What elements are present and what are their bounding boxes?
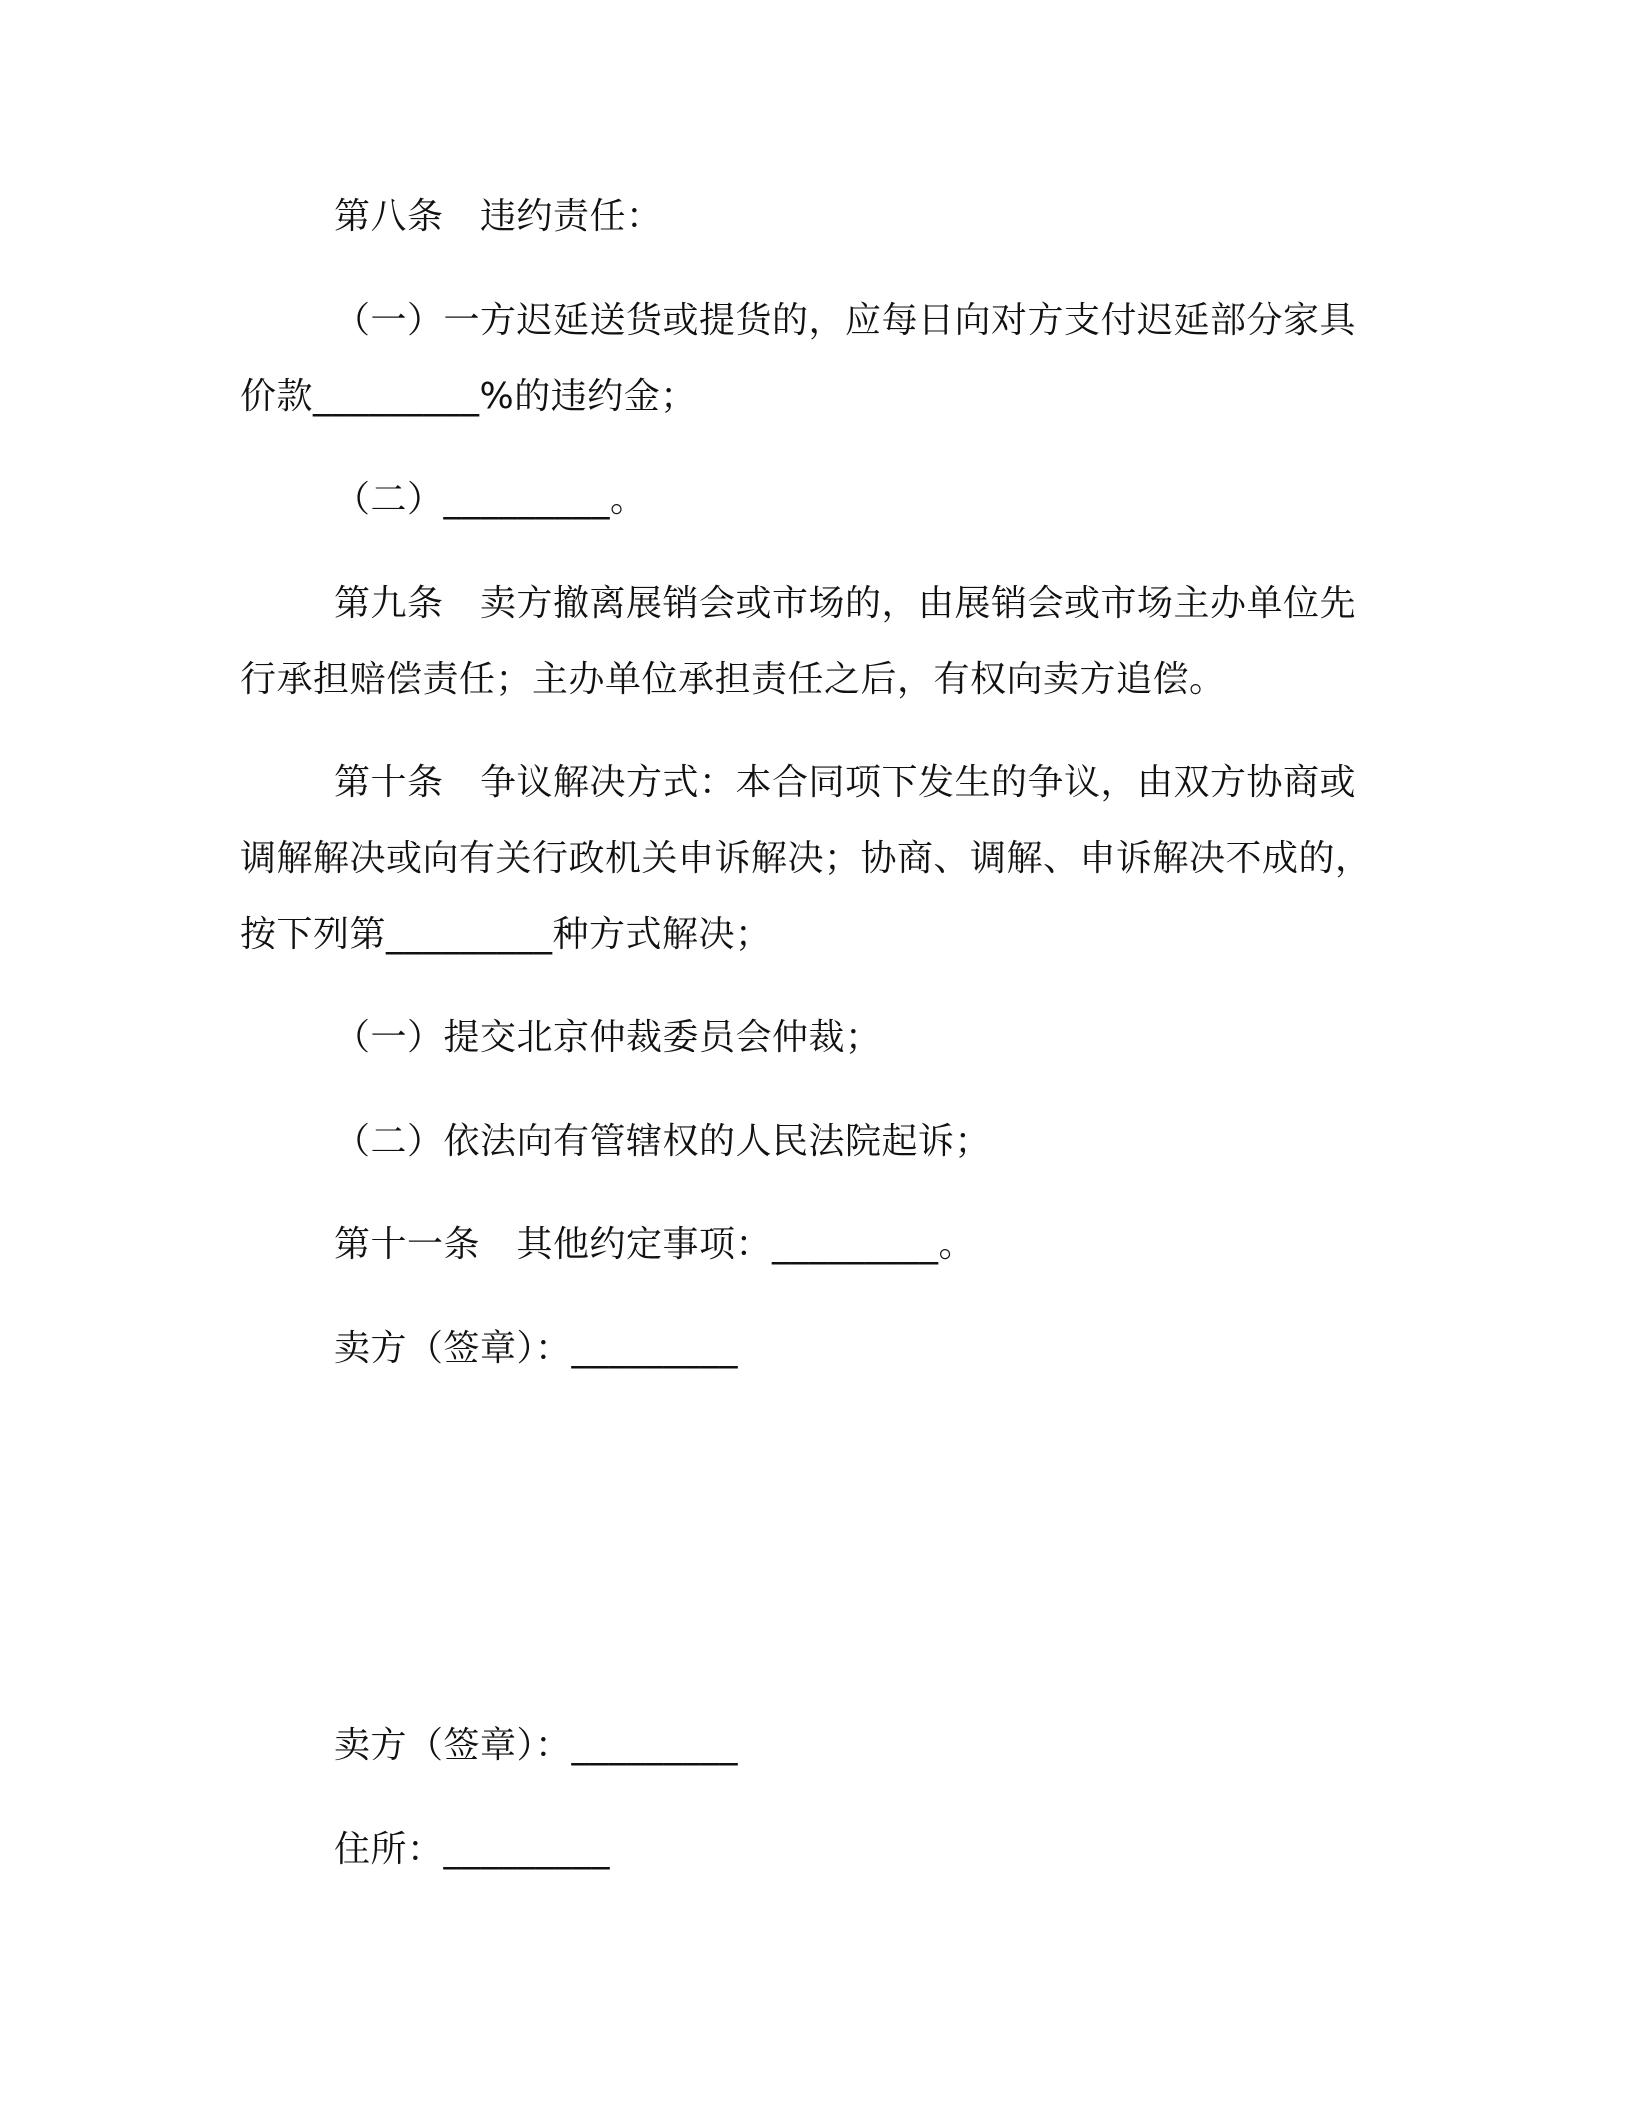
article-10-line-2: 调解解决或向有关行政机关申诉解决；协商、调解、申诉解决不成的， [240,838,1372,879]
article-10-option-2: （二）依法向有管辖权的人民法院起诉； [334,1121,992,1162]
article-8-clause-1-line-2: 价款_________%的违约金； [240,376,697,417]
article-8-heading: 第八条 违约责任： [334,196,663,237]
article-9-line-2: 行承担赔偿责任；主办单位承担责任之后，有权向卖方追偿。 [240,659,1226,700]
article-8-clause-1-line-1: （一）一方迟延送货或提货的，应每日向对方支付迟延部分家具 [334,300,1357,341]
article-8-clause-2: （二）_________。 [334,479,647,520]
seller-signature-1: 卖方（签章）：_________ [334,1328,739,1369]
article-9-line-1: 第九条 卖方撤离展销会或市场的，由展销会或市场主办单位先 [334,583,1357,624]
seller-signature-2: 卖方（签章）：_________ [334,1725,739,1766]
article-10-option-1: （一）提交北京仲裁委员会仲裁； [334,1017,882,1058]
article-10-line-1: 第十条 争议解决方式：本合同项下发生的争议，由双方协商或 [334,762,1357,803]
article-11: 第十一条 其他约定事项：_________。 [334,1224,976,1265]
article-10-line-3: 按下列第_________种方式解决； [240,914,772,955]
seller-address: 住所：_________ [334,1829,611,1870]
